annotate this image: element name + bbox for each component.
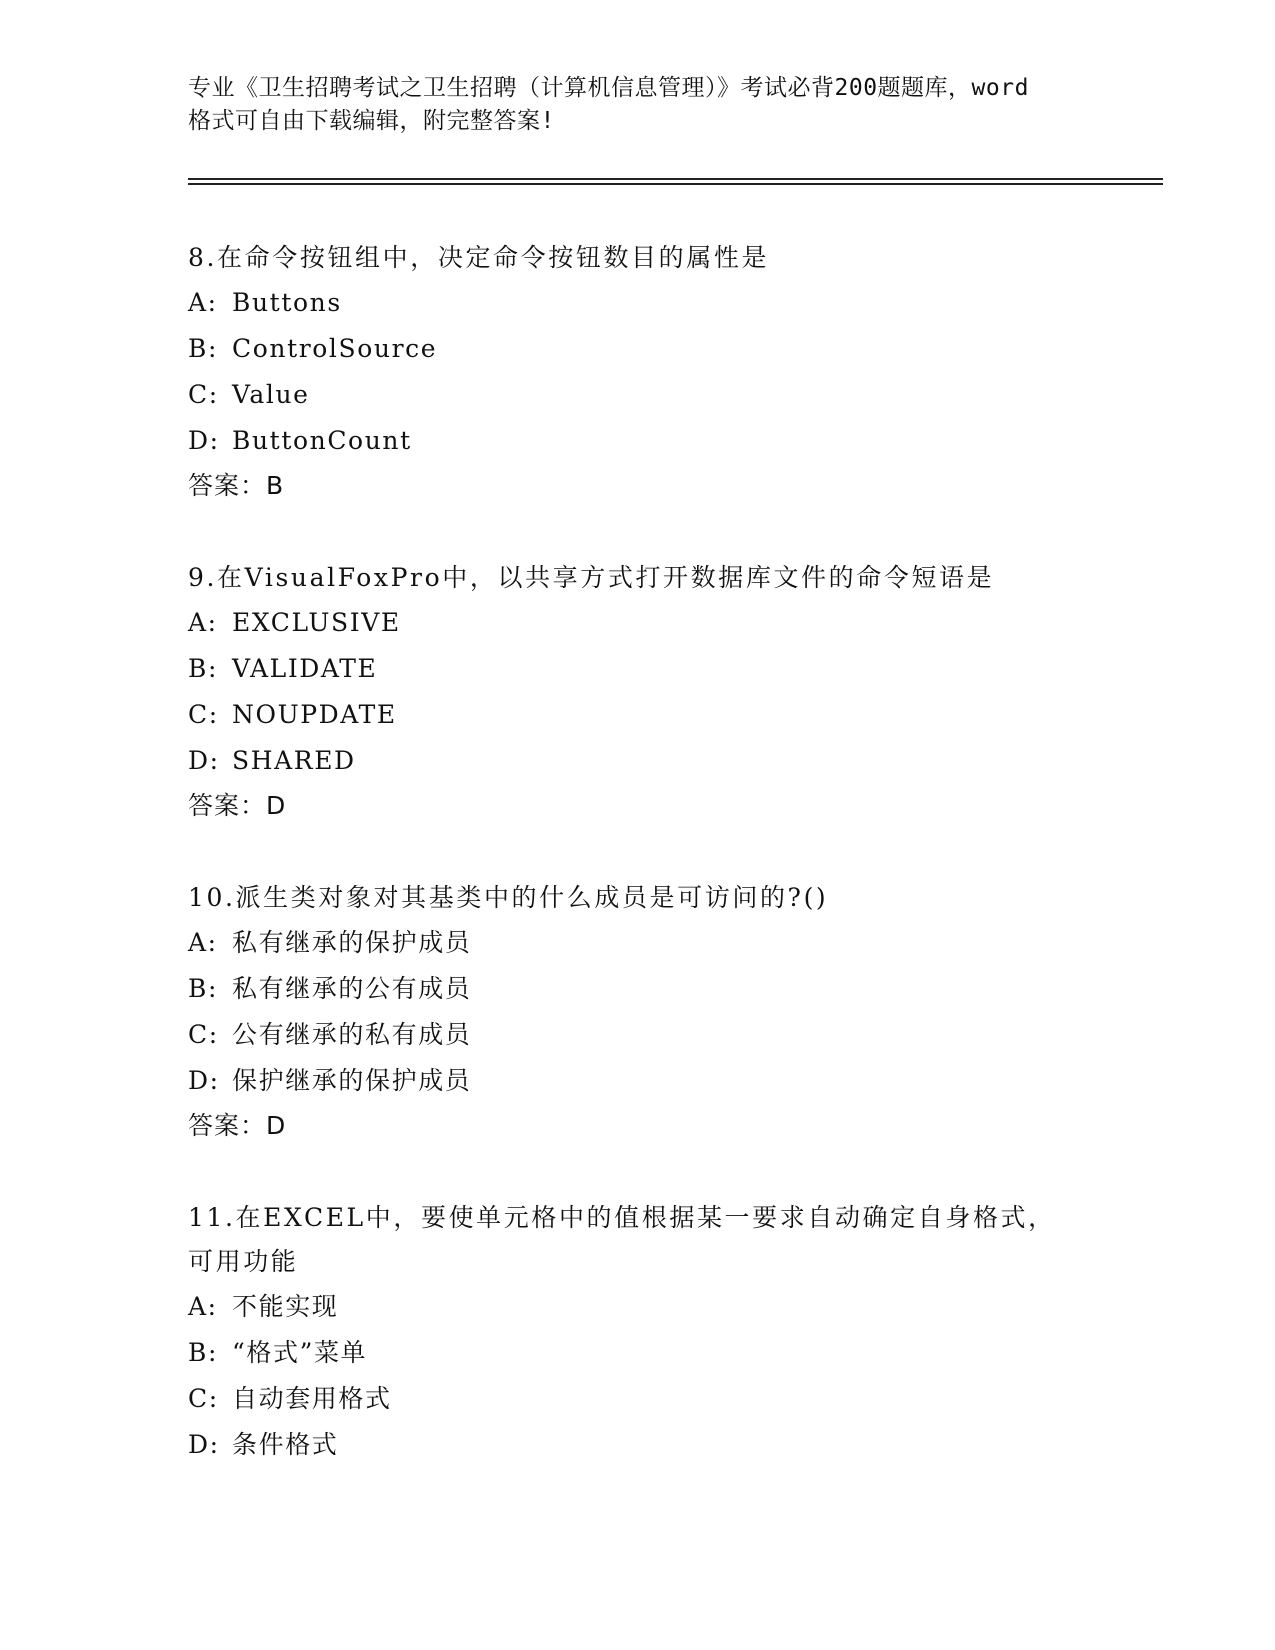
option-key: A: [188,1292,218,1321]
option-key: C: [188,380,219,409]
option-b [188,326,1088,372]
question-8 [188,236,1088,508]
option-key: C: [188,700,219,729]
option-c [188,1376,1088,1422]
question-stem-line: 11.在EXCEL中，要使单元格中的值根据某一要求自动确定自身格式， [188,1203,1056,1232]
option-b [188,646,1088,692]
option-key: C: [188,1384,219,1413]
option-text: 不能实现 [232,1292,339,1321]
question-stem [188,876,1088,920]
option-d [188,1058,1088,1104]
option-a [188,600,1088,646]
option-text: ButtonCount [232,426,412,455]
option-c [188,372,1088,418]
option-key: A: [188,928,218,957]
question-stem-line: 8.在命令按钮组中，决定命令按钮数目的属性是 [188,243,770,272]
option-key: D: [188,1430,220,1459]
header-title-line-2: 格式可自由下载编辑，附完整答案! [188,108,555,134]
question-stem [188,236,1088,280]
header-title-line-1: 专业《卫生招聘考试之卫生招聘（计算机信息管理）》考试必背200题题库，word [188,75,1029,101]
question-stem [188,556,1088,600]
option-a [188,920,1088,966]
option-key: D: [188,1066,220,1095]
option-c [188,692,1088,738]
option-c [188,1012,1088,1058]
question-11 [188,1196,1088,1468]
question-stem-line: 可用功能 [188,1247,299,1276]
answer-line: 答案：B [188,471,285,500]
option-key: A: [188,608,218,637]
option-key: B: [188,1338,218,1367]
question-9 [188,556,1088,828]
option-text: “格式”菜单 [232,1338,368,1367]
option-text: 保护继承的保护成员 [232,1066,472,1095]
document-header [188,72,1098,138]
header-divider-bottom [188,183,1163,185]
option-key: B: [188,974,218,1003]
option-text: Value [232,380,310,409]
question-stem [188,1196,1088,1284]
option-text: Buttons [232,288,342,317]
answer-line: 答案：D [188,1111,287,1140]
question-stem-line: 10.派生类对象对其基类中的什么成员是可访问的?() [188,883,829,912]
option-a [188,280,1088,326]
question-stem-line: 9.在VisualFoxPro中，以共享方式打开数据库文件的命令短语是 [188,563,995,592]
option-key: B: [188,654,218,683]
option-d [188,1422,1088,1468]
question-10 [188,876,1088,1148]
option-key: D: [188,426,220,455]
option-d [188,738,1088,784]
option-text: SHARED [232,746,356,775]
option-a [188,1284,1088,1330]
option-key: A: [188,288,218,317]
option-text: 公有继承的私有成员 [232,1020,472,1049]
option-key: B: [188,334,218,363]
option-text: 私有继承的保护成员 [232,928,472,957]
option-b [188,1330,1088,1376]
option-key: D: [188,746,220,775]
answer-line: 答案：D [188,791,287,820]
option-text: EXCLUSIVE [232,608,401,637]
option-d [188,418,1088,464]
header-divider-top [188,178,1163,180]
option-key: C: [188,1020,219,1049]
option-text: 私有继承的公有成员 [232,974,472,1003]
option-text: 自动套用格式 [232,1384,392,1413]
option-b [188,966,1088,1012]
option-text: ControlSource [232,334,438,363]
option-text: 条件格式 [232,1430,339,1459]
option-text: NOUPDATE [232,700,397,729]
option-text: VALIDATE [232,654,378,683]
